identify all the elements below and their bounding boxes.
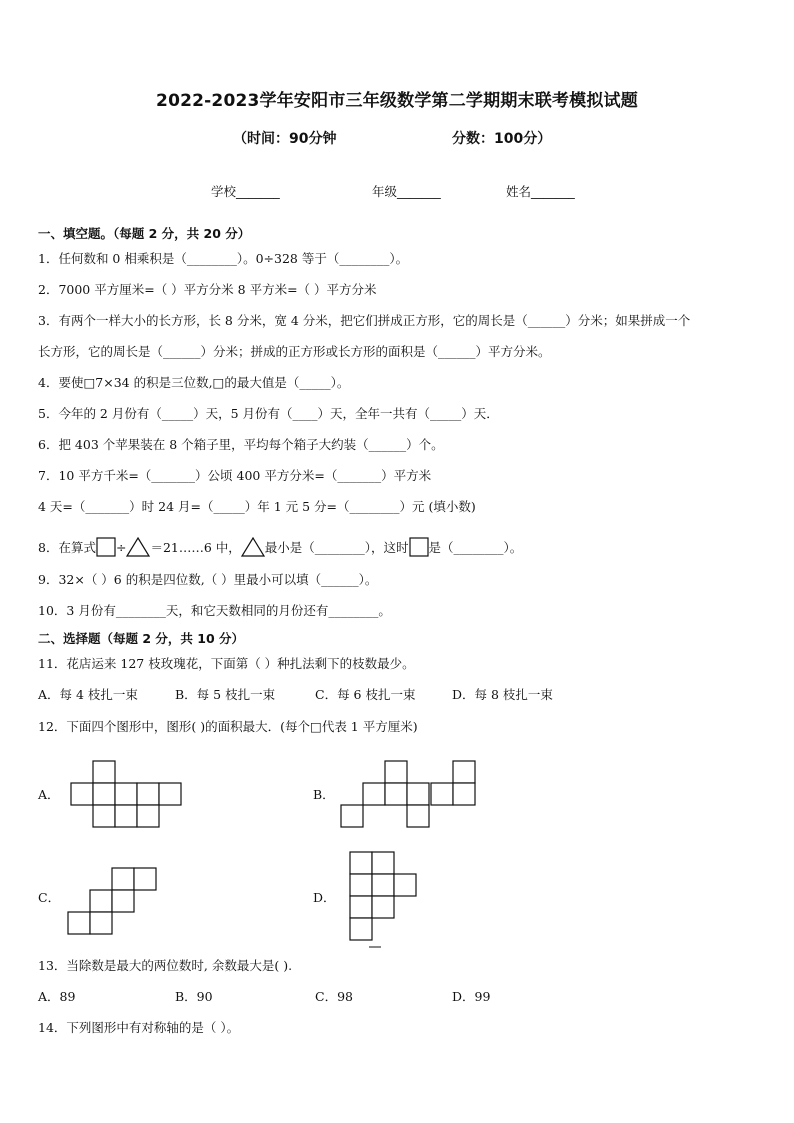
q11-option-b: B．每 5 枝扎一束 (175, 687, 276, 702)
question-4: 4．要使□7×34 的积是三位数,□的最大值是（_____）。 (38, 375, 350, 390)
question-7-line-2: 4 天=（_______）时 24 月=（_____）年 1 元 5 分=（________）元 (填小数) (38, 499, 476, 514)
question-12: 12．下面四个图形中，图形( )的面积最大．(每个□代表 1 平方厘米) (38, 719, 418, 734)
figure-d-label: D． (313, 890, 336, 905)
question-10: 10．3 月份有________天，和它天数相同的月份还有________。 (38, 603, 391, 618)
page-title: 2022-2023学年安阳市三年级数学第二学期期末联考模拟试题 (156, 91, 638, 111)
question-13: 13．当除数是最大的两位数时, 余数最大是( ). (38, 958, 293, 973)
question-3-line-2: 长方形，它的周长是（______）分米；拼成的正方形或长方形的面积是（______）平方分米。 (38, 344, 551, 359)
question-8-is: 是（________）。 (428, 540, 523, 555)
q11-option-d: D．每 8 枝扎一束 (452, 687, 553, 702)
figure-d (349, 851, 423, 951)
triangle-shape-icon (241, 537, 265, 557)
q13-option-d: D．99 (452, 989, 491, 1004)
figure-b (340, 760, 480, 832)
question-5: 5．今年的 2 月份有（_____）天，5 月份有（____）天，全年一共有（_____）天． (38, 406, 499, 421)
question-8-smallest: 最小是（________），这时 (264, 540, 409, 555)
question-14: 14．下列图形中有对称轴的是（ ）。 (38, 1020, 240, 1035)
name-field: 姓名_______ (506, 184, 575, 199)
figure-c (67, 867, 162, 939)
score-label: 分数：100分） (452, 131, 552, 147)
grade-field: 年级_______ (372, 184, 441, 199)
q13-option-b: B．90 (175, 989, 213, 1004)
question-9: 9．32×（ ）6 的积是四位数,（ ）里最小可以填（______）。 (38, 572, 378, 587)
question-1: 1．任何数和 0 相乘积是（________）。0÷328 等于（________）。 (38, 251, 409, 266)
square-shape-icon (409, 537, 429, 557)
figure-a (70, 760, 186, 830)
question-8-equation: ＝21……6 中， (150, 540, 241, 555)
square-shape-icon (96, 537, 116, 557)
question-11: 11．花店运来 127 枝玫瑰花，下面第（ ）种扎法剩下的枝数最少。 (38, 656, 415, 671)
figure-b-label: B． (313, 787, 335, 802)
question-6: 6．把 403 个苹果装在 8 个箱子里，平均每个箱子大约装（______）个。 (38, 437, 444, 452)
question-7-line-1: 7．10 平方千米=（_______）公顷 400 平方分米=（_______）平方米 (38, 468, 432, 483)
section-choice: 二、选择题（每题 2 分，共 10 分） (38, 631, 245, 646)
figure-a-label: A． (38, 787, 60, 802)
question-3-line-1: 3．有两个一样大小的长方形，长 8 分米，宽 4 分米，把它们拼成正方形，它的周长是（______）分米；如果拼成一个 (38, 313, 691, 328)
time-label: （时间：90分钟 (233, 131, 337, 147)
question-8 (38, 537, 522, 557)
school-field: 学校_______ (211, 184, 280, 199)
division-sign: ÷ (115, 540, 127, 555)
section-fill-in: 一、填空题。（每题 2 分，共 20 分） (38, 226, 251, 241)
figure-c-label: C． (38, 890, 61, 905)
q11-option-c: C．每 6 枝扎一束 (315, 687, 416, 702)
q11-option-a: A．每 4 枝扎一束 (38, 687, 138, 702)
question-8-prefix: 8．在算式 (38, 540, 96, 555)
triangle-shape-icon (126, 537, 150, 557)
q13-option-a: A．89 (38, 989, 76, 1004)
q13-option-c: C．98 (315, 989, 353, 1004)
question-2: 2．7000 平方厘米=（ ）平方分米 8 平方米=（ ）平方分米 (38, 282, 377, 297)
